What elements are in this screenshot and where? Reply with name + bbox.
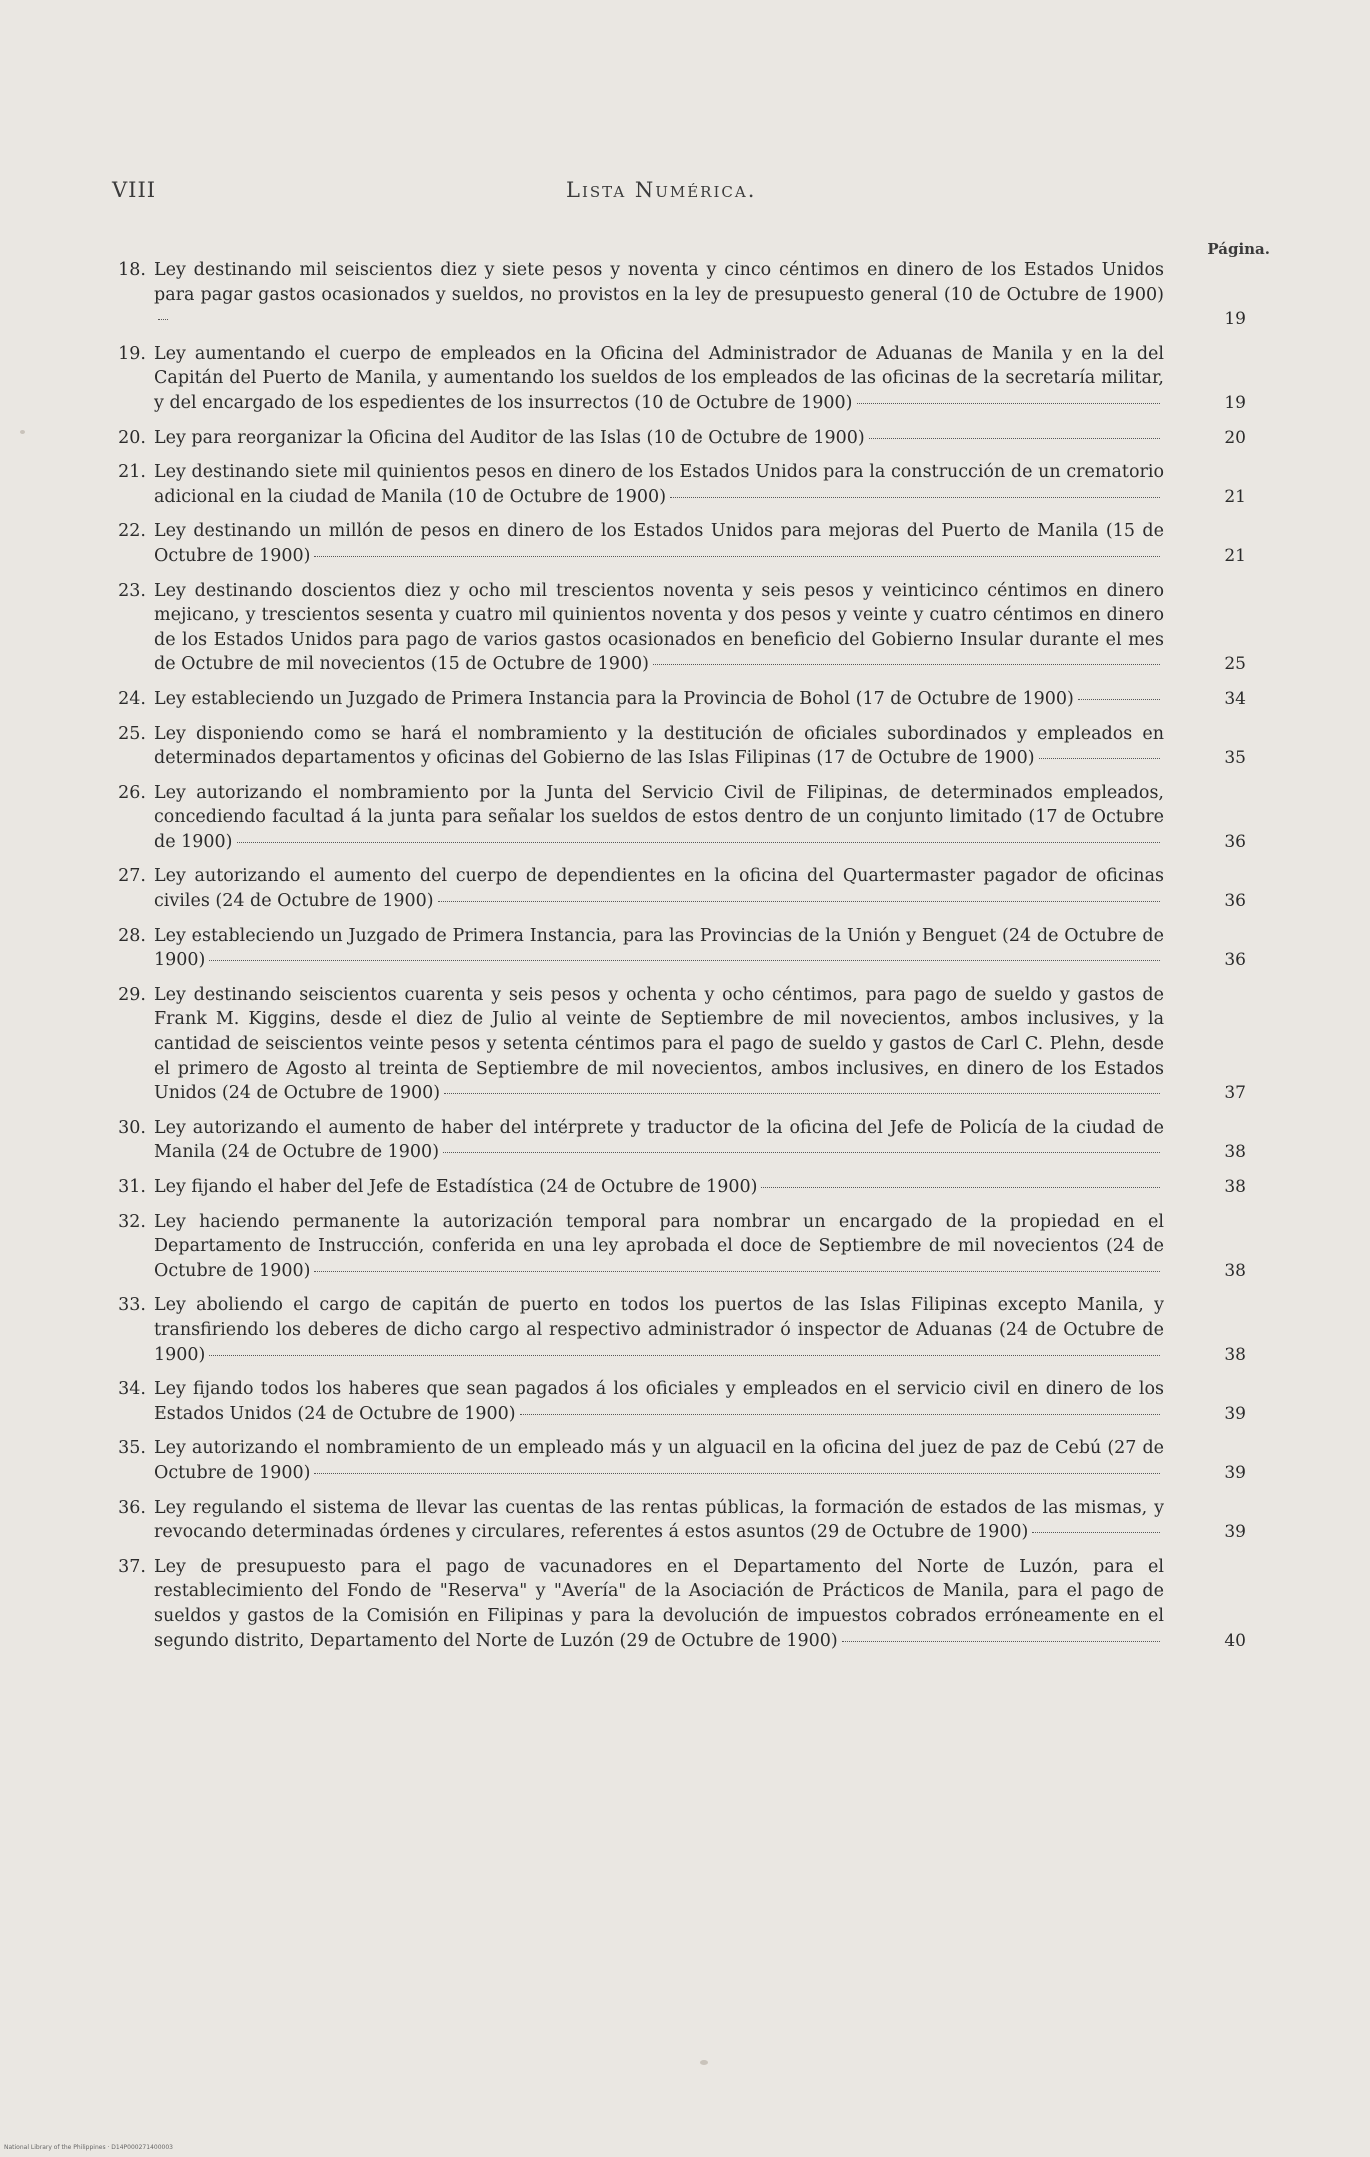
list-item [106, 864, 1286, 913]
list-item [106, 1116, 1286, 1165]
entry-number: 18. [118, 260, 146, 280]
entry-page-number: 40 [1224, 1630, 1246, 1651]
entry-text: Ley autorizando el aumento de haber del intérprete y traductor de la oficina del Jefe de Policía de la ciudad de Manila (24 de Octubre de 1900) [154, 1117, 1164, 1163]
entry-text: Ley aboliendo el cargo de capitán de puerto en todos los puertos de las Islas Filipinas excepto Manila, y transfiriendo los deberes de dicho cargo al respectivo administrador ó inspector de Aduanas (24 de Octubre de 1900) [154, 1295, 1164, 1365]
entry-text: Ley estableciendo un Juzgado de Primera Instancia para la Provincia de Bohol (17 de Octubre de 1900) [154, 688, 1074, 709]
entry-page-number: 20 [1224, 427, 1246, 448]
entry-page-number: 39 [1224, 1403, 1246, 1424]
entry-text: Ley destinando un millón de pesos en dinero de los Estados Unidos para mejoras del Puerto de Manila (15 de Octubre de 1900) [154, 521, 1164, 566]
entry-number: 23. [118, 580, 146, 601]
list-item [106, 781, 1286, 855]
entry-text-block [154, 924, 1164, 973]
list-item [106, 983, 1286, 1106]
dot-leader [857, 403, 1160, 404]
entry-number: 21. [118, 462, 146, 483]
entry-text: Ley autorizando el aumento del cuerpo de dependientes en la oficina del Quartermaster pagador de oficinas civiles (24 de Octubre de 1900) [154, 866, 1164, 912]
entry-number: 25. [118, 723, 146, 744]
dot-leader [761, 1187, 1160, 1188]
entry-text: Ley fijando todos los haberes que sean pagados á los oficiales y empleados en el servicio civil en dinero de los Estados Unidos (24 de Octubre de 1900) [154, 1379, 1164, 1424]
entry-page-number: 39 [1224, 1522, 1246, 1543]
entry-text-block [154, 342, 1164, 416]
list-item [106, 519, 1286, 568]
entry-number: 27. [118, 866, 146, 887]
dot-leader [209, 960, 1160, 961]
entry-page-number: 25 [1224, 654, 1246, 675]
entry-text-block [154, 426, 1164, 451]
entry-number: 36. [118, 1497, 146, 1518]
dot-leader [314, 556, 1160, 557]
list-item [106, 1175, 1286, 1200]
entry-page-number: 36 [1224, 950, 1246, 971]
entry-page-number: 39 [1224, 1462, 1246, 1483]
entry-number: 28. [118, 925, 146, 946]
entry-text: Ley destinando mil seiscientos diez y siete pesos y noventa y cinco céntimos en dinero de los Estados Unidos para pagar gastos ocasionados y sueldos, no provistos en la ley de presupuesto general (10 de Octubre de 1900) [154, 260, 1164, 305]
entry-number: 35. [118, 1438, 146, 1459]
entry-number: 19. [118, 343, 146, 364]
dot-leader [158, 319, 168, 320]
scan-speck [700, 2060, 708, 2065]
entry-number: 31. [118, 1177, 146, 1197]
dot-leader [444, 1093, 1160, 1094]
list-item [106, 687, 1286, 712]
list-item [106, 460, 1286, 509]
entry-text-block [154, 460, 1164, 509]
entry-text-block [154, 1293, 1164, 1367]
entry-number: 37. [118, 1556, 146, 1577]
entry-text: Ley fijando el haber del Jefe de Estadística (24 de Octubre de 1900) [154, 1177, 758, 1197]
entry-text: Ley de presupuesto para el pago de vacunadores en el Departamento del Norte de Luzón, para el restablecimiento del Fondo de "Reserva" y "Avería" de la Asociación de Prácticos de Manila, para el pago de sueldos y gastos de la Comisión en Filipinas y para la devolución de impuestos cobrados erróneamente en el segundo distrito, Departamento del Norte de Luzón (29 de Octubre de 1900) [154, 1556, 1164, 1651]
entry-text: Ley destinando seiscientos cuarenta y seis pesos y ochenta y ocho céntimos, para pago de sueldo y gastos de Frank M. Kiggins, desde el diez de Julio al veinte de Septiembre de mil novecientos, ambos inclusives, y la cantidad de seiscientos veinte pesos y setenta céntimos para el pago de sueldo y gastos de Carl C. Plehn, desde el primero de Agosto al treinta de Septiembre de mil novecientos, ambos inclusives, en dinero de los Estados Unidos (24 de Octubre de 1900) [154, 984, 1164, 1104]
entry-page-number: 38 [1224, 1260, 1246, 1281]
entry-number: 22. [118, 521, 146, 542]
list-item [106, 722, 1286, 771]
entry-page-number: 19 [1224, 309, 1246, 330]
dot-leader [314, 1271, 1160, 1272]
list-item [106, 579, 1286, 677]
entry-page-number: 38 [1224, 1177, 1246, 1197]
entry-text: Ley autorizando el nombramiento por la Junta del Servicio Civil de Filipinas, de determinados empleados, concediendo facultad á la junta para señalar los sueldos de estos dentro de un conjunto limitado (17 de Octubre de 1900) [154, 782, 1164, 852]
entry-text-block [154, 519, 1164, 568]
dot-leader [670, 497, 1160, 498]
dot-leader [438, 901, 1160, 902]
entry-page-number: 21 [1224, 486, 1246, 507]
entry-page-number: 21 [1224, 545, 1246, 566]
entry-page-number: 19 [1224, 392, 1246, 413]
page-title: Lista Numérica. [566, 178, 757, 202]
entry-number: 26. [118, 782, 146, 803]
dot-leader [314, 1473, 1160, 1474]
entry-text: Ley autorizando el nombramiento de un empleado más y un alguacil en la oficina del juez de paz de Cebú (27 de Octubre de 1900) [154, 1438, 1164, 1483]
list-item [106, 426, 1286, 451]
list-item [106, 1496, 1286, 1545]
dot-leader [1032, 1532, 1160, 1533]
entry-number: 30. [118, 1117, 146, 1138]
entry-text-block [154, 1377, 1164, 1426]
entry-text: Ley destinando siete mil quinientos pesos en dinero de los Estados Unidos para la construcción de un crematorio adicional en la ciudad de Manila (10 de Octubre de 1900) [154, 462, 1164, 507]
dot-leader [653, 664, 1160, 665]
entry-text-block [154, 687, 1164, 712]
dot-leader [1078, 699, 1160, 700]
entry-text-block [154, 1496, 1164, 1545]
entry-page-number: 38 [1224, 1142, 1246, 1163]
list-item [106, 1436, 1286, 1485]
entry-page-number: 34 [1224, 688, 1246, 709]
entry-number: 24. [118, 688, 146, 709]
entry-text-block [154, 781, 1164, 855]
entry-page-number: 36 [1224, 891, 1246, 912]
dot-leader [209, 1355, 1160, 1356]
entry-text-block [154, 1555, 1164, 1653]
scan-speck [20, 430, 25, 434]
entry-text-block [154, 258, 1164, 332]
entry-text: Ley estableciendo un Juzgado de Primera Instancia, para las Provincias de la Unión y Benguet (24 de Octubre de 1900) [154, 925, 1164, 971]
entry-number: 34. [118, 1379, 146, 1400]
entry-page-number: 38 [1224, 1344, 1246, 1365]
entry-text-block [154, 722, 1164, 771]
entry-text: Ley destinando doscientos diez y ocho mil trescientos noventa y seis pesos y veinticinco céntimos en dinero mejicano, y trescientos sesenta y cuatro mil quinientos noventa y dos pesos y veinte y cuatro céntimos en dinero de los Estados Unidos para pago de varios gastos ocasionados en beneficio del Gobierno Insular durante el mes de Octubre de mil novecientos (15 de Octubre de 1900) [154, 580, 1164, 675]
library-footer-note: National Library of the Philippines · D14P000271400003 [4, 2144, 173, 2151]
entry-number: 20. [118, 427, 146, 448]
entry-page-number: 36 [1224, 831, 1246, 852]
entry-text-block [154, 1175, 1164, 1200]
list-item [106, 258, 1286, 332]
dot-leader [842, 1641, 1160, 1642]
entry-text-block [154, 1436, 1164, 1485]
list-item [106, 924, 1286, 973]
entry-text: Ley disponiendo como se hará el nombramiento y la destitución de oficiales subordinados y empleados en determinados departamentos y oficinas del Gobierno de las Islas Filipinas (17 de Octubre de 1900) [154, 723, 1164, 769]
page-numeral: VIII [112, 178, 157, 202]
entry-text: Ley para reorganizar la Oficina del Auditor de las Islas (10 de Octubre de 1900) [154, 427, 865, 448]
entry-text: Ley regulando el sistema de llevar las cuentas de las rentas públicas, la formación de estados de las mismas, y revocando determinadas órdenes y circulares, referentes á estos asuntos (29 de Octubre de 1900) [154, 1497, 1164, 1543]
entry-text-block [154, 579, 1164, 677]
pagina-column-label: Página. [1207, 240, 1270, 258]
entry-number: 33. [118, 1295, 146, 1316]
entry-text: Ley haciendo permanente la autorización temporal para nombrar un encargado de la propiedad en el Departamento de Instrucción, conferida en una ley aprobada el doce de Septiembre de mil novecientos (24 de Octubre de 1900) [154, 1211, 1164, 1281]
entry-text-block [154, 1210, 1164, 1284]
list-item [106, 342, 1286, 416]
entry-number: 29. [118, 984, 146, 1005]
dot-leader [869, 438, 1160, 439]
dot-leader [1039, 758, 1160, 759]
entry-text-block [154, 864, 1164, 913]
dot-leader [237, 842, 1161, 843]
entry-number: 32. [118, 1211, 146, 1232]
entry-text: Ley aumentando el cuerpo de empleados en la Oficina del Administrador de Aduanas de Manila y en la del Capitán del Puerto de Manila, y aumentando los sueldos de los empleados de las oficinas de la secretaría militar, y del encargado de los espedientes de los insurrectos (10 de Octubre de 1900) [154, 343, 1164, 413]
list-item [106, 1555, 1286, 1653]
entry-page-number: 35 [1224, 748, 1246, 769]
entry-text-block [154, 983, 1164, 1106]
list-item [106, 1210, 1286, 1284]
list-item [106, 1293, 1286, 1367]
numbered-list [106, 258, 1286, 1663]
dot-leader [520, 1414, 1160, 1415]
dot-leader [443, 1152, 1160, 1153]
entry-text-block [154, 1116, 1164, 1165]
entry-page-number: 37 [1224, 1083, 1246, 1104]
list-item [106, 1377, 1286, 1426]
